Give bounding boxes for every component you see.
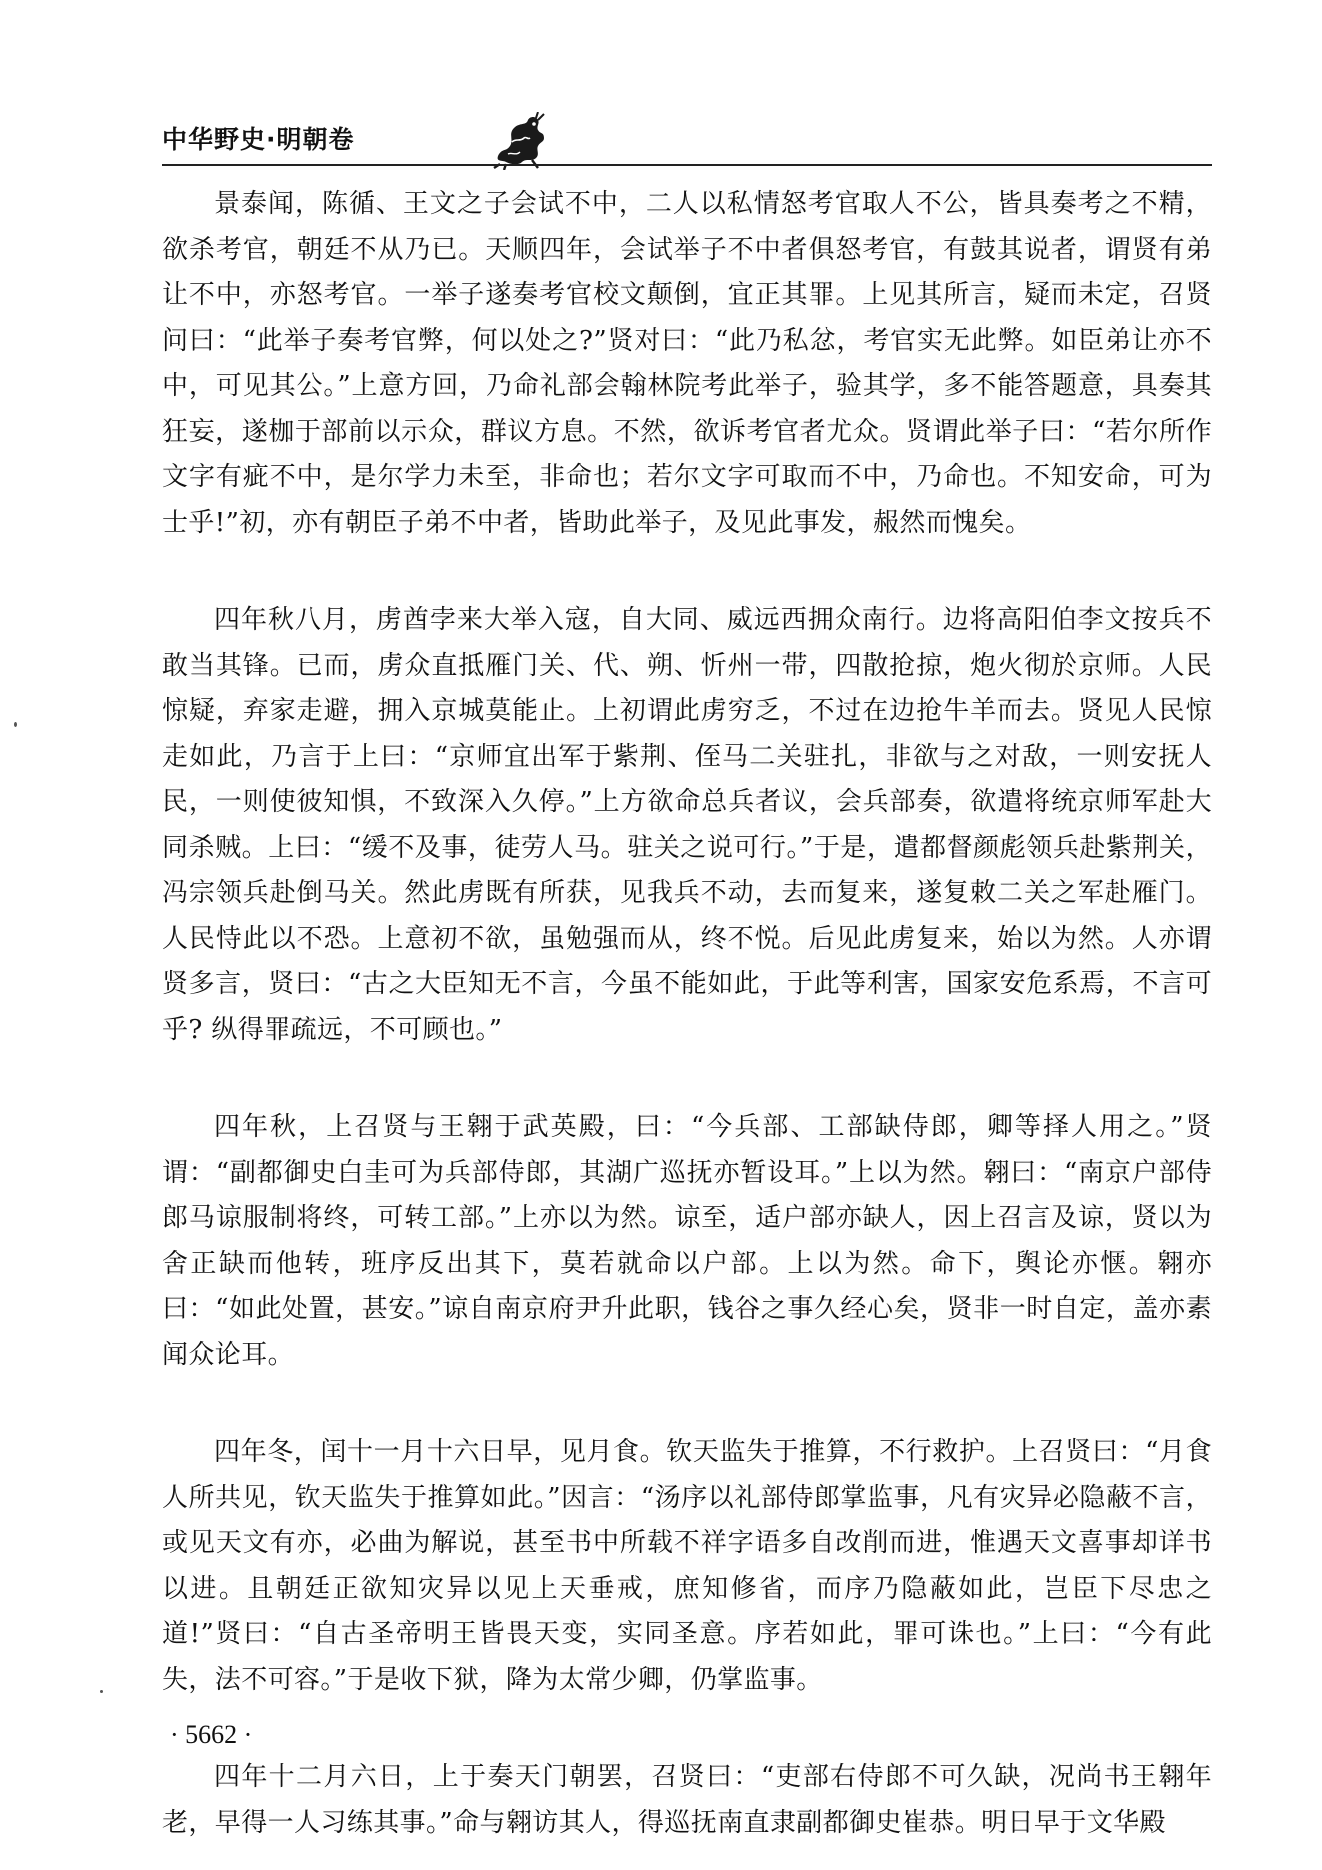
scan-speck — [100, 1690, 103, 1693]
scan-speck — [14, 722, 17, 727]
page-number: · 5662 · — [170, 1720, 253, 1749]
main-text — [162, 182, 1212, 1846]
header-rule — [162, 164, 1212, 166]
paragraph: 四年秋，上召贤与王翱于武英殿，曰：“今兵部、工部缺侍郎，卿等择人用之。”贤谓：“副都御史白圭可为兵部侍郎，其湖广巡抚亦暂设耳。”上以为然。翱曰：“南京户部侍郎马谅服制将终，可转工部。”上亦以为然。谅至，适户部亦缺人，因上召言及谅，贤以为舍正缺而他转，班序反出其下，莫若就命以户部。上以为然。命下，舆论亦惬。翱亦曰：“如此处置，甚安。”谅自南京府尹升此职，钱谷之事久经心矣，贤非一时自定，盖亦素闻众论耳。 — [162, 1112, 1212, 1370]
paragraph: 景泰闻，陈循、王文之子会试不中，二人以私情怒考官取人不公，皆具奏考之不精，欲杀考官，朝廷不从乃已。天顺四年，会试举子不中者俱怒考官，有鼓其说者，谓贤有弟让不中，亦怒考官。一举子遂奏考官校文颠倒，宜正其罪。上见其所言，疑而未定，召贤问曰：“此举子奏考官弊，何以处之?”贤对曰：“此乃私忿，考官实无此弊。如臣弟让亦不中，可见其公。”上意方回，乃命礼部会翰林院考此举子，验其学，多不能答题意，具奏其狂妄，遂枷于部前以示众，群议方息。不然，欲诉考官者尤众。贤谓此举子曰：“若尔所作文字有疵不中，是尔学力未至，非命也；若尔文字可取而不中，乃命也。不知安命，可为士乎!”初，亦有朝臣子弟不中者，皆助此举子，及见此事发，赧然而愧矣。 — [162, 189, 1212, 538]
paragraph: 四年十二月六日，上于奏天门朝罢，召贤曰：“吏部右侍郎不可久缺，况尚书王翱年老，早得一人习练其事。”命与翱访其人，得巡抚南直隶副都御史崔恭。明日早于文华殿 — [162, 1762, 1212, 1838]
paragraph: 四年冬，闰十一月十六日早，见月食。钦天监失于推算，不行救护。上召贤曰：“月食人所共见，钦天监失于推算如此。”因言：“汤序以礼部侍郎掌监事，凡有灾异必隐蔽不言，或见天文有亦，必曲为解说，甚至书中所载不祥字语多自改削而进，惟遇天文喜事却详书以进。且朝廷正欲知灾异以见上天垂戒，庶知修省，而序乃隐蔽如此，岂臣下尽忠之道!”贤曰：“自古圣帝明王皆畏天变，实同圣意。序若如此，罪可诛也。”上曰：“今有此失，法不可容。”于是收下狱，降为太常少卿，仍掌监事。 — [162, 1437, 1212, 1695]
running-header — [162, 112, 1212, 172]
dragon-emblem-icon — [492, 112, 548, 170]
paragraph: 四年秋八月，虏酋孛来大举入寇，自大同、威远西拥众南行。边将高阳伯李文按兵不敢当其锋。已而，虏众直抵雁门关、代、朔、忻州一带，四散抢掠，炮火彻於京师。人民惊疑，弃家走避，拥入京城莫能止。上初谓此虏穷乏，不过在边抢牛羊而去。贤见人民惊走如此，乃言于上曰：“京师宜出军于紫荆、侄马二关驻扎，非欲与之对敌，一则安抚人民，一则使彼知惧，不致深入久停。”上方欲命总兵者议，会兵部奏，欲遣将统京师军赴大同杀贼。上曰：“缓不及事，徒劳人马。驻关之说可行。”于是，遣都督颜彪领兵赴紫荆关，冯宗领兵赴倒马关。然此虏既有所获，见我兵不动，去而复来，遂复敕二关之军赴雁门。人民恃此以不恐。上意初不欲，虽勉强而从，终不悦。后见此虏复来，始以为然。人亦谓贤多言，贤曰：“古之大臣知无不言，今虽不能如此，于此等利害，国家安危系焉，不言可乎? 纵得罪疏远，不可顾也。” — [162, 605, 1212, 1045]
book-title: 中华野史·明朝卷 — [162, 125, 355, 154]
